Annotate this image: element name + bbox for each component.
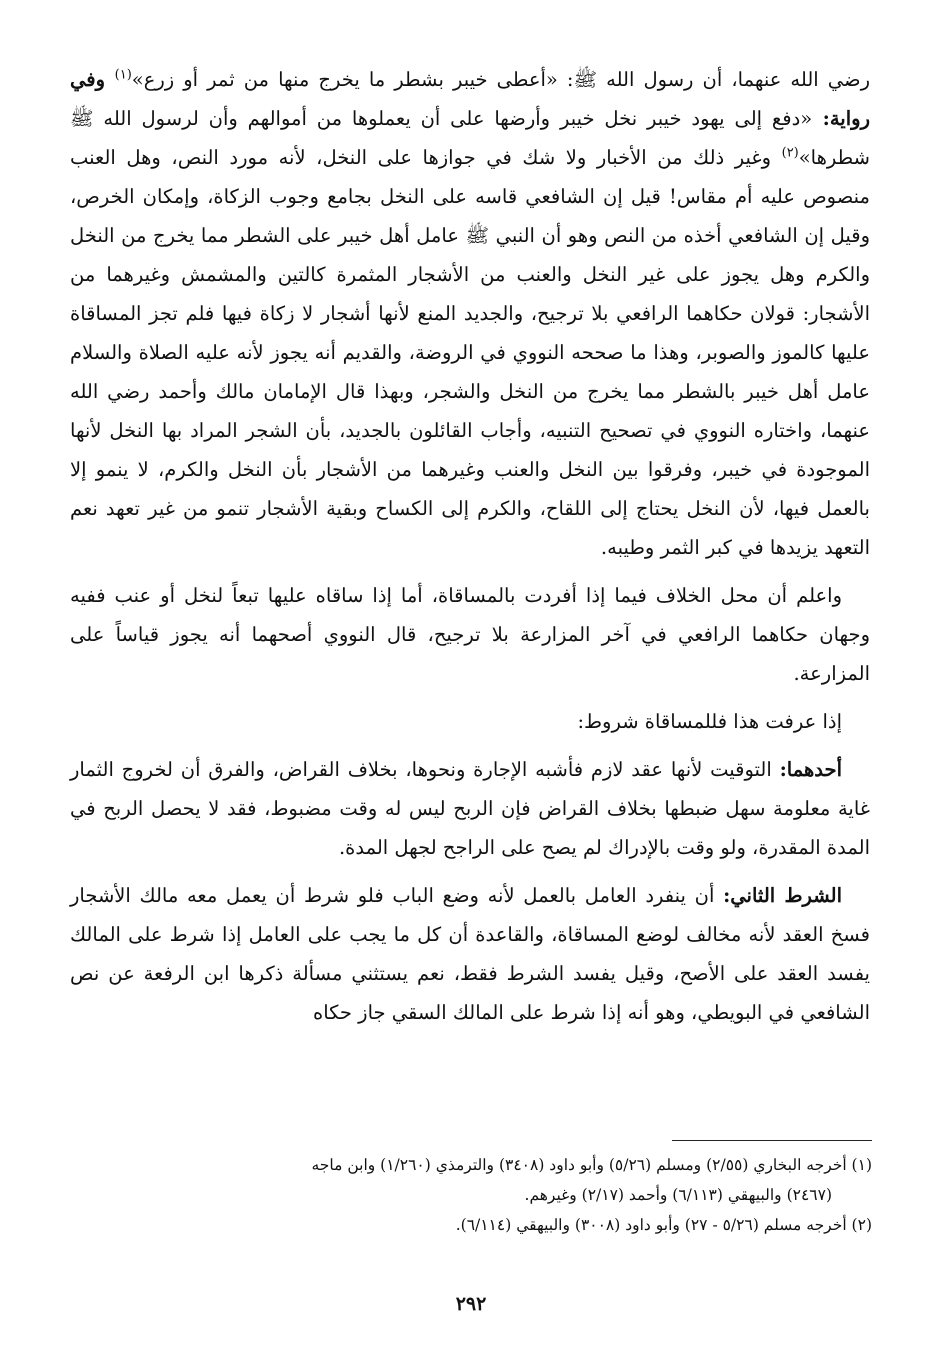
hadith-quote-1: «أعطى خيبر بشطر ما يخرج منها من ثمر أو زرع» [131, 68, 558, 91]
paragraph-condition-2 [70, 876, 870, 1032]
footnote-1-line-1: (١) أخرجه البخاري (٢/٥٥) ومسلم (٥/٢٦) وأبو داود (٣٤٠٨) والترمذي (١/٢٦٠) وابن ماجه [311, 1156, 872, 1174]
condition-1-text: التوقيت لأنها عقد لازم فأشبه الإجارة ونحوها، بخلاف القراض، والفرق أن لخروج الثمار غاية معلومة سهل ضبطها بخلاف القراض فإن الربح ليس له وقت مضبوط، فقد لا يحصل الربح في المدة المقدرة، ولو وقت بالإدراك لم يصح على الراجح لجهل المدة. [70, 758, 870, 859]
page-body [70, 60, 870, 1041]
condition-2-label: الشرط الثاني: [723, 884, 843, 907]
paragraph-shurut-intro: إذا عرفت هذا فللمساقاة شروط: [577, 710, 842, 733]
paragraph-khilaf: واعلم أن محل الخلاف فيما إذا أفردت بالمساقاة، أما إذا ساقاه عليها تبعاً لنخل أو عنب ففيه وجهان حكاهما الرافعي في آخر المزارعة بلا ترجيح، قال النووي أصحهما أنه يجوز قياساً على المزارعة. [70, 584, 870, 685]
page-number: ٢٩٢ [455, 1293, 487, 1315]
hadith-discussion: وغير ذلك من الأخبار ولا شك في جوازها على النخل، لأنه مورد النص، وهل العنب منصوص عليه أم مقاس! قيل إن الشافعي قاسه على النخل بجامع وجوب الزكاة، وإمكان الخرص، وقيل إن الشافعي أخذه من النص وهو أن النبي ﷺ عامل أهل خيبر على الشطر مما يخرج من النخل والكرم وهل يجوز على غير النخل والعنب من الأشجار المثمرة كالتين والمشمش وغيرهما من الأشجار: قولان حكاهما الرافعي بلا ترجيح، والجديد المنع لأنها أشجار لا زكاة فيها فلم تجز المساقاة عليها كالموز والصوبر، وهذا ما صححه النووي في الروضة، والقديم أنه يجوز لأنه عليه الصلاة والسلام عامل أهل خيبر بالشطر مما يخرج من النخل والشجر، وبهذا قال الإمامان مالك وأحمد رضي الله عنهما، واختاره النووي في تصحيح التنبيه، وأجاب القائلون بالجديد، بأن الشجر المراد بها النخل لأنها الموجودة في خيبر، وفرقوا بين النخل والعنب وغيرهما من الأشجار بأن النخل والكرم، لا ينمو إلا بالعمل فيها، لأن النخل يحتاج إلى اللقاح، والكرم إلى الكساح وبقية الأشجار تنمو من غير تعهد نعم التعهد يزيدها في كبر الثمر وطيبه. [70, 146, 870, 559]
footnote-ref-2[interactable]: (٢) [781, 145, 799, 161]
footnote-1-line-2: (٢٤٦٧) والبيهقي (٦/١١٣) وأحمد (٢/١٧) وغيرهم. [524, 1186, 832, 1204]
footnote-2: (٢) أخرجه مسلم (٥/٢٦ - ٢٧) وأبو داود (٣٠٠٨) والبيهقي (٦/١١٤). [455, 1216, 872, 1234]
hadith-quote-2: «دفع إلى يهود خيبر نخل خيبر وأرضها على أن يعملوها من أموالهم وأن لرسول الله ﷺ شطرها» [70, 107, 870, 169]
footnote-ref-1[interactable]: (١) [114, 67, 132, 83]
hadith-riwaya-label: وفي رواية: [70, 68, 870, 130]
footnote-separator [672, 1140, 872, 1141]
condition-2-text: أن ينفرد العامل بالعمل لأنه وضع الباب فلو شرط أن يعمل معه مالك الأشجار فسخ العقد لأنه مخالف لوضع المساقاة، والقاعدة أن كل ما يجب على العامل إذا شرط على المالك يفسد العقد على الأصح، وقيل يفسد الشرط فقط، نعم يستثني مسألة ذكرها ابن الرفعة عن نص الشافعي في البويطي، وهو أنه إذا شرط على المالك السقي جاز حكاه [70, 884, 870, 1024]
paragraph-hadith [70, 60, 870, 567]
paragraph-condition-1 [70, 750, 870, 867]
hadith-intro: رضي الله عنهما، أن رسول الله ﷺ: [557, 68, 870, 91]
condition-1-label: أحدهما: [779, 758, 842, 781]
footnotes [72, 1150, 872, 1240]
